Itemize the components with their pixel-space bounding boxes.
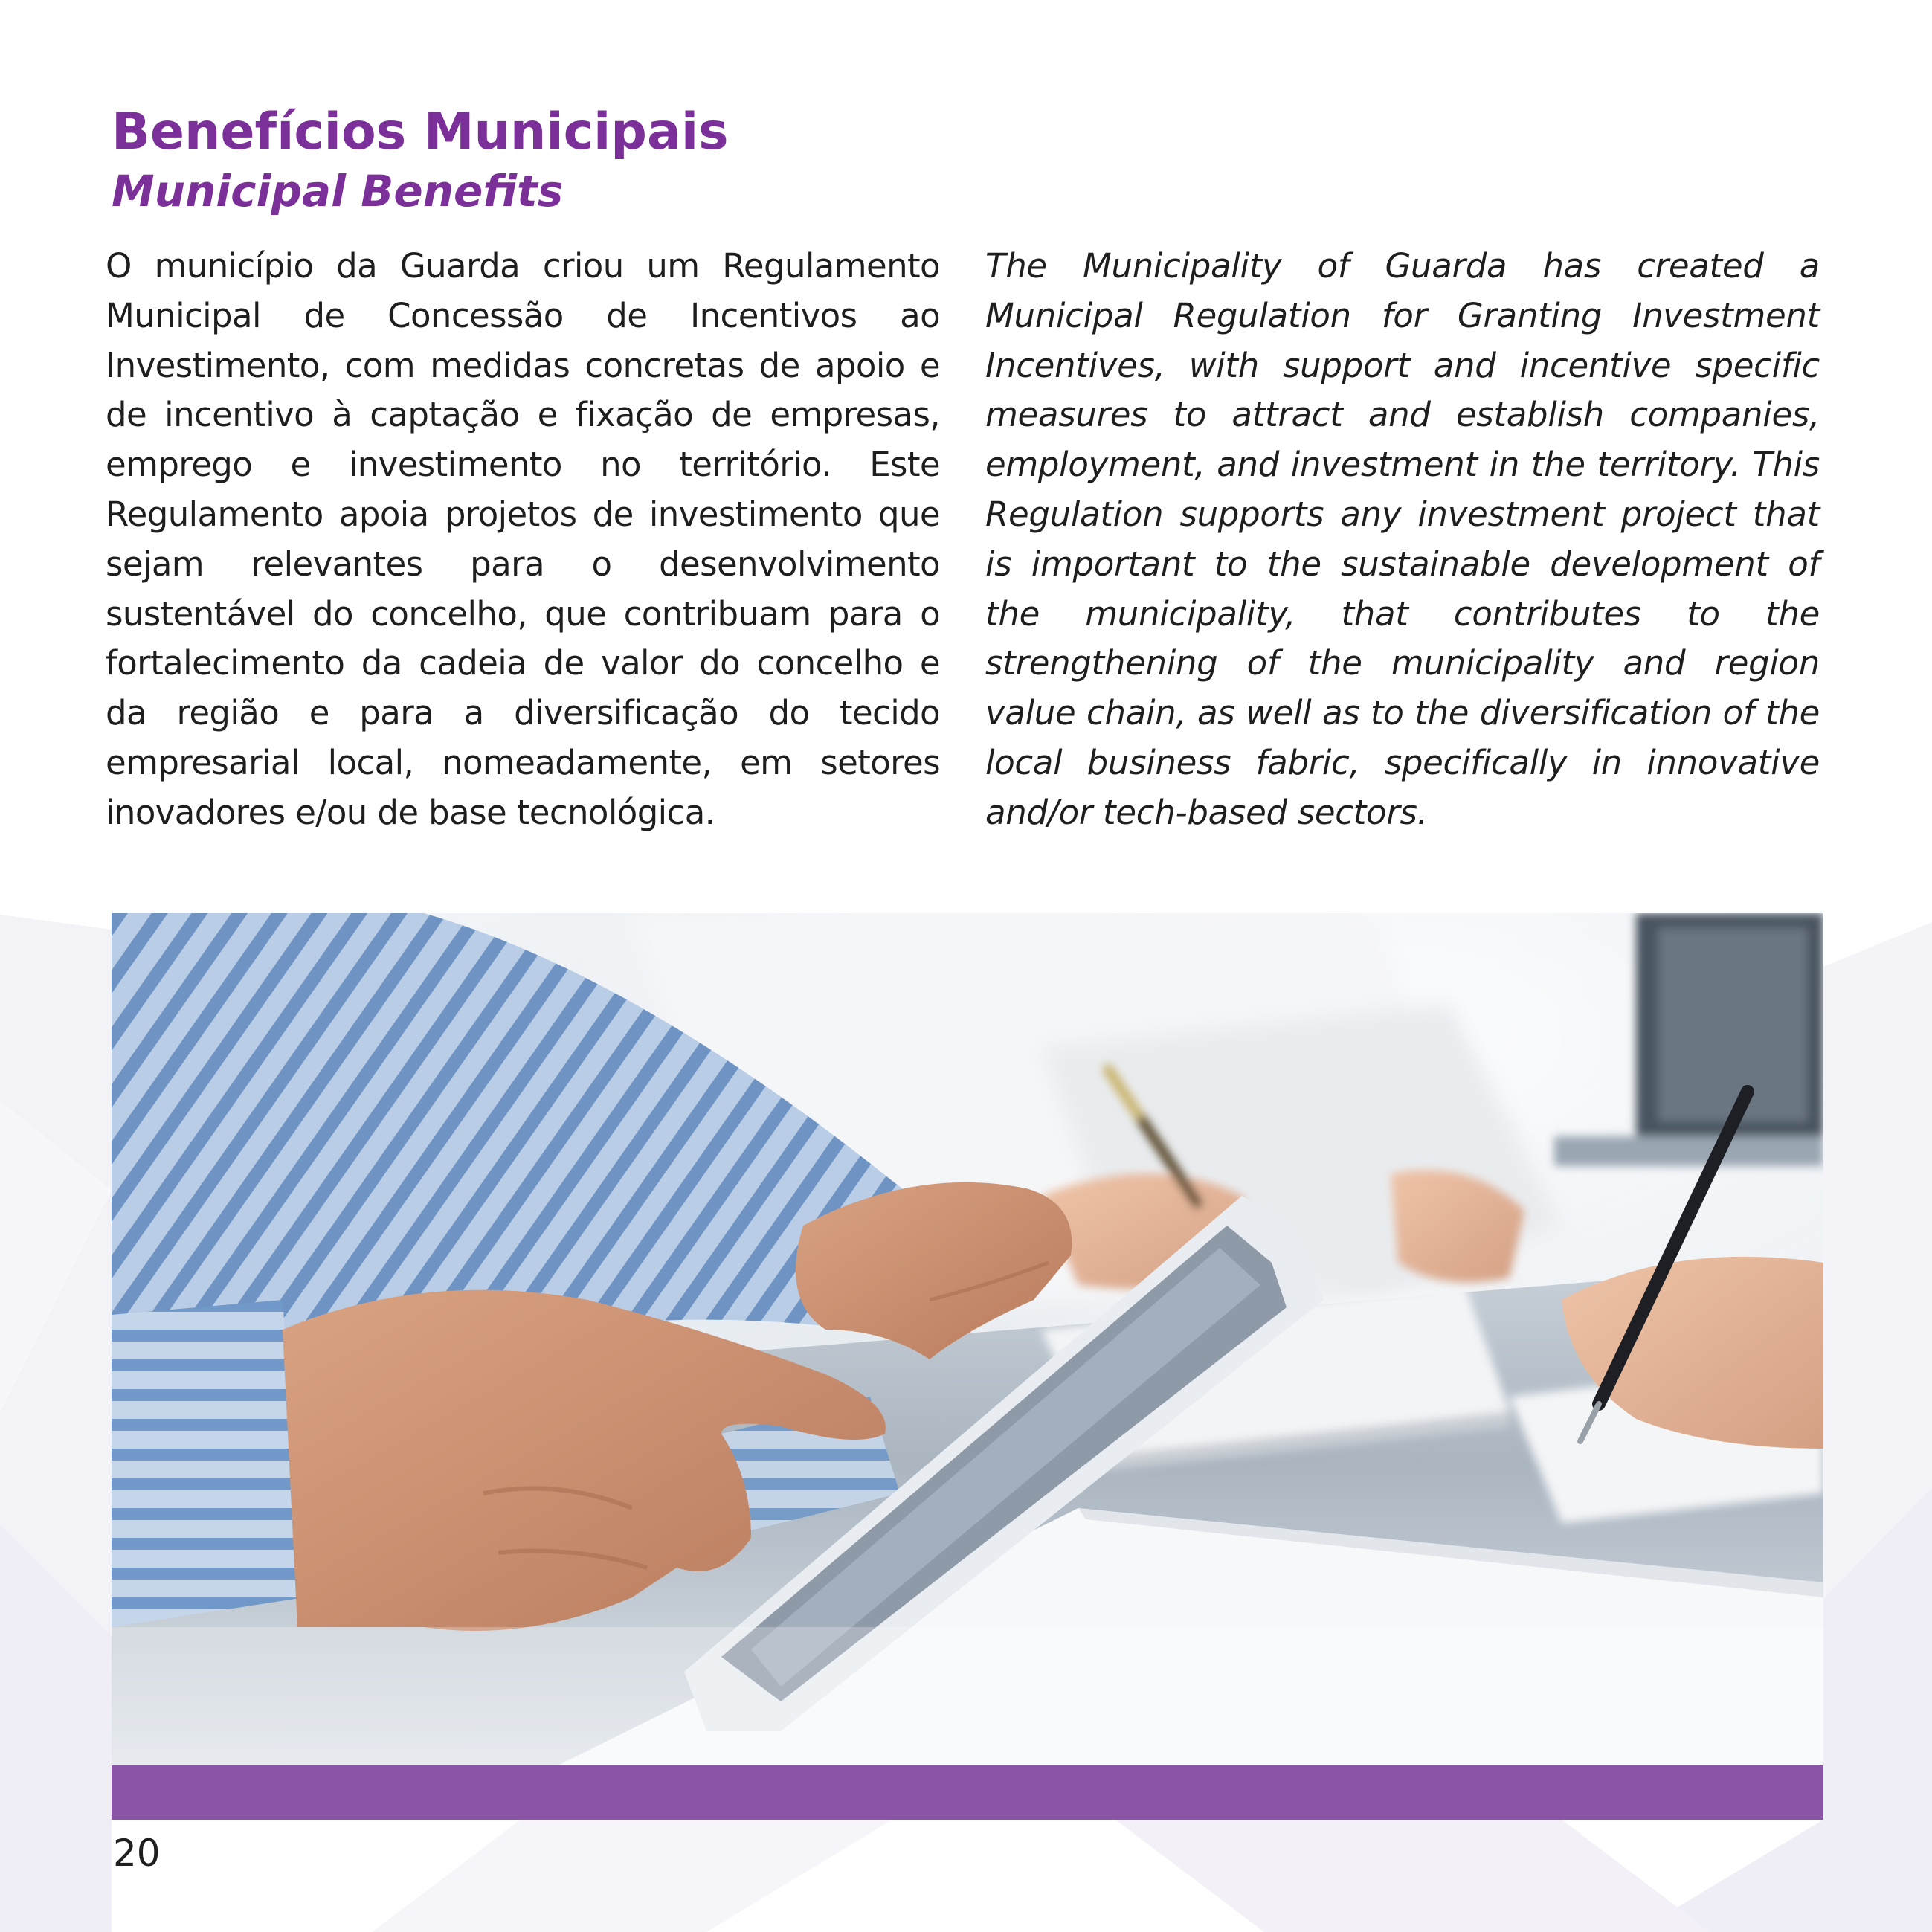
page-subtitle: Municipal Benefits	[112, 166, 564, 216]
body-text-english: The Municipality of Guarda has created a Municipal Regulation for Granting Investment Incentives, with support and incentive specific measures to attract and establish companies, employment, and investment in the territory. This Regulation supports any investment project that is important to the sustainable development of the municipality, that contributes to the strengthening of the municipality and region value chain, as well as to the diversification of the local business fabric, specifically in innovative and/or tech-based sectors.	[985, 246, 1820, 832]
page-title: Benefícios Municipais	[112, 103, 729, 161]
page-number: 20	[113, 1832, 161, 1875]
business-meeting-photo	[112, 913, 1823, 1765]
footer-bar	[112, 1765, 1823, 1820]
body-text-portuguese: O município da Guarda criou um Regulamento Municipal de Concessão de Incentivos ao Investimento, com medidas concretas de apoio e de incentivo à captação e fixação de empresas, emprego e investimento no território. Este Regulamento apoia projetos de investimento que sejam relevantes para o desenvolvimento sustentável do concelho, que contribuam para o fortalecimento da cadeia de valor do concelho e da região e para a diversificação do tecido empresarial local, nomeadamente, em setores inovadores e/ou de base tecnológica.	[106, 246, 940, 832]
